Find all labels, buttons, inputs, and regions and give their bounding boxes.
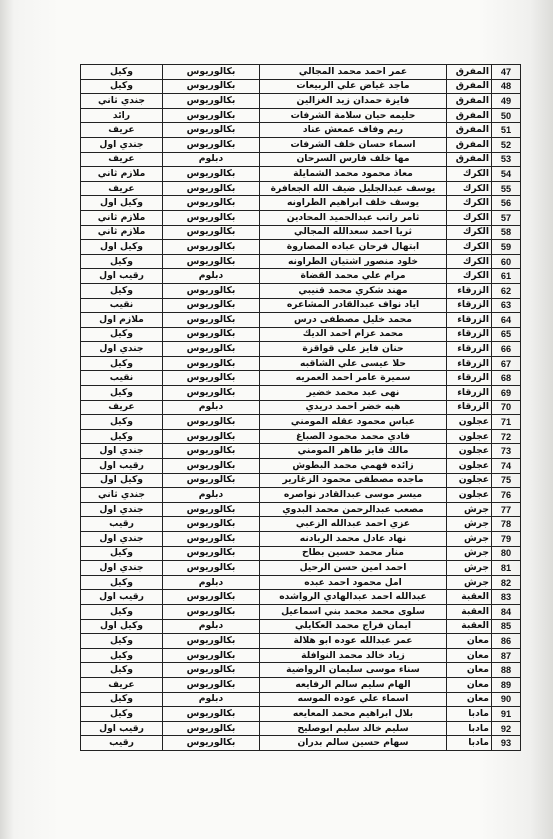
row-number: 79: [492, 532, 521, 547]
qualification-cell: بكالوريوس: [163, 604, 260, 619]
rank-cell: وكيل: [81, 356, 163, 371]
qualification-cell: بكالوريوس: [163, 444, 260, 459]
qualification-cell: بكالوريوس: [163, 386, 260, 401]
rank-cell: وكيل: [81, 604, 163, 619]
rank-cell: جندي ثاني: [81, 488, 163, 503]
table-row: [81, 123, 521, 138]
name-cell: نهى عبد محمد خضير: [260, 386, 447, 401]
qualification-cell: دبلوم: [163, 619, 260, 634]
row-number: 74: [492, 459, 521, 474]
name-cell: سلوى محمد محمد بني اسماعيل: [260, 604, 447, 619]
governorate-cell: الكرك: [447, 225, 492, 240]
governorate-cell: جرش: [447, 561, 492, 576]
governorate-cell: الكرك: [447, 181, 492, 196]
rank-cell: رقيب اول: [81, 459, 163, 474]
table-row: [81, 619, 521, 634]
rank-cell: ملازم ثاني: [81, 210, 163, 225]
rank-cell: رقيب اول: [81, 590, 163, 605]
name-cell: زائده فهمي محمد البطوش: [260, 459, 447, 474]
rank-cell: ملازم ثاني: [81, 167, 163, 182]
table-row: [81, 152, 521, 167]
qualification-cell: بكالوريوس: [163, 634, 260, 649]
qualification-cell: بكالوريوس: [163, 721, 260, 736]
governorate-cell: المفرق: [447, 108, 492, 123]
rank-cell: جندي اول: [81, 532, 163, 547]
rank-cell: جندي اول: [81, 444, 163, 459]
qualification-cell: بكالوريوس: [163, 79, 260, 94]
governorate-cell: الكرك: [447, 269, 492, 284]
name-cell: ريم وفاف عمعش عناد: [260, 123, 447, 138]
name-cell: مصعب عبدالرحمن محمد البدوي: [260, 502, 447, 517]
table-row: [81, 692, 521, 707]
governorate-cell: المفرق: [447, 94, 492, 109]
qualification-cell: دبلوم: [163, 488, 260, 503]
row-number: 58: [492, 225, 521, 240]
qualification-cell: بكالوريوس: [163, 254, 260, 269]
table-row: [81, 210, 521, 225]
name-cell: عزي احمد عبدالله الزعبي: [260, 517, 447, 532]
governorate-cell: المفرق: [447, 123, 492, 138]
governorate-cell: العقبة: [447, 590, 492, 605]
row-number: 89: [492, 677, 521, 692]
row-number: 56: [492, 196, 521, 211]
qualification-cell: بكالوريوس: [163, 473, 260, 488]
name-cell: يوسف خلف ابراهيم الطراونه: [260, 196, 447, 211]
table-row: [81, 488, 521, 503]
governorate-cell: العقبة: [447, 619, 492, 634]
table-row: [81, 79, 521, 94]
rank-cell: رقيب: [81, 736, 163, 751]
qualification-cell: بكالوريوس: [163, 283, 260, 298]
rank-cell: وكيل: [81, 65, 163, 80]
row-number: 62: [492, 283, 521, 298]
governorate-cell: عجلون: [447, 459, 492, 474]
name-cell: ميسر موسى عبدالقادر نواصره: [260, 488, 447, 503]
row-number: 75: [492, 473, 521, 488]
name-cell: عبدالله احمد عبدالهادي الرواشده: [260, 590, 447, 605]
table-row: [81, 502, 521, 517]
qualification-cell: دبلوم: [163, 269, 260, 284]
governorate-cell: الزرقاء: [447, 283, 492, 298]
row-number: 72: [492, 429, 521, 444]
rank-cell: وكيل اول: [81, 473, 163, 488]
table-row: [81, 517, 521, 532]
table-row: [81, 459, 521, 474]
governorate-cell: الزرقاء: [447, 356, 492, 371]
governorate-cell: الكرك: [447, 254, 492, 269]
row-number: 55: [492, 181, 521, 196]
qualification-cell: بكالوريوس: [163, 502, 260, 517]
table-row: [81, 604, 521, 619]
row-number: 54: [492, 167, 521, 182]
governorate-cell: الزرقاء: [447, 313, 492, 328]
qualification-cell: بكالوريوس: [163, 663, 260, 678]
table-row: [81, 283, 521, 298]
row-number: 68: [492, 371, 521, 386]
name-cell: سهام حسين سالم بدران: [260, 736, 447, 751]
qualification-cell: بكالوريوس: [163, 210, 260, 225]
name-cell: هبه خضر احمد دريدي: [260, 400, 447, 415]
rank-cell: وكيل: [81, 575, 163, 590]
name-cell: سناء موسى سليمان الرواضية: [260, 663, 447, 678]
row-number: 88: [492, 663, 521, 678]
table-row: [81, 473, 521, 488]
governorate-cell: جرش: [447, 546, 492, 561]
rank-cell: وكيل: [81, 429, 163, 444]
name-cell: فايزة حمدان زيد الغزالين: [260, 94, 447, 109]
rank-cell: وكيل: [81, 692, 163, 707]
governorate-cell: جرش: [447, 532, 492, 547]
qualification-cell: بكالوريوس: [163, 459, 260, 474]
row-number: 91: [492, 707, 521, 722]
rank-cell: نقيب: [81, 371, 163, 386]
governorate-cell: جرش: [447, 502, 492, 517]
row-number: 73: [492, 444, 521, 459]
rank-cell: وكيل اول: [81, 240, 163, 255]
governorate-cell: الزرقاء: [447, 371, 492, 386]
name-cell: معاذ محمود محمد الشمايلة: [260, 167, 447, 182]
name-cell: اياد نواف عبدالقادر المشاعره: [260, 298, 447, 313]
rank-cell: عريف: [81, 677, 163, 692]
table-row: [81, 648, 521, 663]
table-row: [81, 429, 521, 444]
row-number: 49: [492, 94, 521, 109]
governorate-cell: الزرقاء: [447, 298, 492, 313]
qualification-cell: بكالوريوس: [163, 298, 260, 313]
governorate-cell: الزرقاء: [447, 327, 492, 342]
name-cell: سليم خالد سليم ابوصليح: [260, 721, 447, 736]
table-row: [81, 721, 521, 736]
row-number: 70: [492, 400, 521, 415]
rank-cell: وكيل: [81, 663, 163, 678]
name-cell: اسماء حسان خلف الشرفات: [260, 137, 447, 152]
qualification-cell: بكالوريوس: [163, 65, 260, 80]
qualification-cell: بكالوريوس: [163, 415, 260, 430]
governorate-cell: الكرك: [447, 240, 492, 255]
row-number: 92: [492, 721, 521, 736]
name-cell: مرام علي محمد القضاة: [260, 269, 447, 284]
governorate-cell: الكرك: [447, 167, 492, 182]
governorate-cell: عجلون: [447, 444, 492, 459]
table-row: [81, 313, 521, 328]
qualification-cell: بكالوريوس: [163, 648, 260, 663]
table-row: [81, 181, 521, 196]
rank-cell: رقيب: [81, 517, 163, 532]
qualification-cell: بكالوريوس: [163, 196, 260, 211]
rank-cell: نقيب: [81, 298, 163, 313]
row-number: 52: [492, 137, 521, 152]
qualification-cell: بكالوريوس: [163, 342, 260, 357]
name-cell: مالك فايز طاهر المومني: [260, 444, 447, 459]
row-number: 57: [492, 210, 521, 225]
governorate-cell: الزرقاء: [447, 342, 492, 357]
table-row: [81, 736, 521, 751]
table-row: [81, 327, 521, 342]
table-row: [81, 167, 521, 182]
rank-cell: عريف: [81, 400, 163, 415]
name-cell: سميرة عامر احمد العمريه: [260, 371, 447, 386]
rank-cell: وكيل اول: [81, 196, 163, 211]
name-cell: بلال ابراهيم محمد المعايعه: [260, 707, 447, 722]
name-cell: زياد خالد محمد النوافلة: [260, 648, 447, 663]
name-cell: الهام سليم سالم الرفايعه: [260, 677, 447, 692]
rank-cell: جندي اول: [81, 137, 163, 152]
table-row: [81, 108, 521, 123]
rank-cell: رائد: [81, 108, 163, 123]
rank-cell: وكيل: [81, 79, 163, 94]
table-row: [81, 137, 521, 152]
qualification-cell: دبلوم: [163, 400, 260, 415]
row-number: 50: [492, 108, 521, 123]
rank-cell: رقيب اول: [81, 721, 163, 736]
qualification-cell: بكالوريوس: [163, 167, 260, 182]
rank-cell: عريف: [81, 152, 163, 167]
rank-cell: جندي ثاني: [81, 94, 163, 109]
row-number: 86: [492, 634, 521, 649]
row-number: 77: [492, 502, 521, 517]
row-number: 63: [492, 298, 521, 313]
table-row: [81, 196, 521, 211]
qualification-cell: بكالوريوس: [163, 327, 260, 342]
name-cell: ابتهال فرحان عباده المصاروة: [260, 240, 447, 255]
name-cell: ماجد غياض علي الربيعات: [260, 79, 447, 94]
governorate-cell: مادبا: [447, 721, 492, 736]
governorate-cell: مادبا: [447, 707, 492, 722]
roster-table-body: [81, 65, 521, 751]
row-number: 61: [492, 269, 521, 284]
rank-cell: وكيل: [81, 327, 163, 342]
governorate-cell: معان: [447, 663, 492, 678]
row-number: 78: [492, 517, 521, 532]
row-number: 48: [492, 79, 521, 94]
rank-cell: وكيل: [81, 648, 163, 663]
qualification-cell: بكالوريوس: [163, 94, 260, 109]
qualification-cell: بكالوريوس: [163, 137, 260, 152]
governorate-cell: الكرك: [447, 210, 492, 225]
rank-cell: عريف: [81, 181, 163, 196]
name-cell: نهاد عادل محمد الربادنه: [260, 532, 447, 547]
table-row: [81, 444, 521, 459]
row-number: 64: [492, 313, 521, 328]
rank-cell: وكيل: [81, 634, 163, 649]
governorate-cell: المفرق: [447, 65, 492, 80]
name-cell: امل محمود احمد عبده: [260, 575, 447, 590]
rank-cell: وكيل: [81, 415, 163, 430]
row-number: 66: [492, 342, 521, 357]
table-row: [81, 240, 521, 255]
rank-cell: وكيل: [81, 386, 163, 401]
governorate-cell: المفرق: [447, 152, 492, 167]
governorate-cell: معان: [447, 692, 492, 707]
name-cell: خلود منصور اشتيان الطراونه: [260, 254, 447, 269]
rank-cell: وكيل: [81, 546, 163, 561]
table-row: [81, 400, 521, 415]
governorate-cell: عجلون: [447, 429, 492, 444]
name-cell: حنان فايز علي قواقزة: [260, 342, 447, 357]
governorate-cell: العقبة: [447, 604, 492, 619]
name-cell: اسماء علي عوده الموسه: [260, 692, 447, 707]
name-cell: عباس محمود عقله المومني: [260, 415, 447, 430]
row-number: 71: [492, 415, 521, 430]
table-row: [81, 254, 521, 269]
row-number: 69: [492, 386, 521, 401]
name-cell: محمد خليل مصطفى درس: [260, 313, 447, 328]
qualification-cell: بكالوريوس: [163, 707, 260, 722]
qualification-cell: بكالوريوس: [163, 108, 260, 123]
qualification-cell: بكالوريوس: [163, 225, 260, 240]
governorate-cell: عجلون: [447, 473, 492, 488]
qualification-cell: بكالوريوس: [163, 371, 260, 386]
row-number: 81: [492, 561, 521, 576]
qualification-cell: بكالوريوس: [163, 736, 260, 751]
table-row: [81, 371, 521, 386]
table-row: [81, 298, 521, 313]
qualification-cell: بكالوريوس: [163, 181, 260, 196]
name-cell: مها خلف فارس السرحان: [260, 152, 447, 167]
name-cell: حليمه حيان سلامة الشرفات: [260, 108, 447, 123]
rank-cell: وكيل: [81, 254, 163, 269]
governorate-cell: الزرقاء: [447, 386, 492, 401]
row-number: 47: [492, 65, 521, 80]
table-row: [81, 356, 521, 371]
governorate-cell: معان: [447, 648, 492, 663]
row-number: 84: [492, 604, 521, 619]
name-cell: ثامر راتب عبدالحميد المحادين: [260, 210, 447, 225]
name-cell: احمد امين حسن الرحيل: [260, 561, 447, 576]
governorate-cell: جرش: [447, 517, 492, 532]
name-cell: منار محمد حسين بطاح: [260, 546, 447, 561]
table-row: [81, 532, 521, 547]
table-row: [81, 561, 521, 576]
table-row: [81, 575, 521, 590]
governorate-cell: عجلون: [447, 488, 492, 503]
governorate-cell: معان: [447, 677, 492, 692]
table-row: [81, 65, 521, 80]
row-number: 65: [492, 327, 521, 342]
table-row: [81, 707, 521, 722]
name-cell: محمد عزام احمد الديك: [260, 327, 447, 342]
name-cell: يوسف عبدالجليل ضيف الله الجعافرة: [260, 181, 447, 196]
row-number: 83: [492, 590, 521, 605]
row-number: 51: [492, 123, 521, 138]
rank-cell: ملازم اول: [81, 313, 163, 328]
qualification-cell: بكالوريوس: [163, 123, 260, 138]
table-row: [81, 663, 521, 678]
row-number: 80: [492, 546, 521, 561]
name-cell: ايمان فراج محمد العكايلي: [260, 619, 447, 634]
rank-cell: رقيب اول: [81, 269, 163, 284]
table-row: [81, 225, 521, 240]
rank-cell: ملازم ثاني: [81, 225, 163, 240]
name-cell: حلا عيسى علي الشاقبه: [260, 356, 447, 371]
qualification-cell: بكالوريوس: [163, 677, 260, 692]
rank-cell: جندي اول: [81, 502, 163, 517]
rank-cell: وكيل: [81, 707, 163, 722]
row-number: 53: [492, 152, 521, 167]
name-cell: ماجده مصطفى محمود الزغارير: [260, 473, 447, 488]
table-row: [81, 269, 521, 284]
table-row: [81, 386, 521, 401]
roster-table: [80, 64, 521, 751]
name-cell: عمر احمد محمد المجالي: [260, 65, 447, 80]
qualification-cell: بكالوريوس: [163, 313, 260, 328]
table-row: [81, 342, 521, 357]
row-number: 93: [492, 736, 521, 751]
name-cell: ثريا احمد سعدالله المجالي: [260, 225, 447, 240]
table-row: [81, 677, 521, 692]
qualification-cell: بكالوريوس: [163, 561, 260, 576]
qualification-cell: بكالوريوس: [163, 590, 260, 605]
qualification-cell: بكالوريوس: [163, 546, 260, 561]
governorate-cell: جرش: [447, 575, 492, 590]
table-row: [81, 94, 521, 109]
table-row: [81, 590, 521, 605]
row-number: 87: [492, 648, 521, 663]
rank-cell: جندي اول: [81, 561, 163, 576]
governorate-cell: عجلون: [447, 415, 492, 430]
qualification-cell: بكالوريوس: [163, 356, 260, 371]
rank-cell: جندي اول: [81, 342, 163, 357]
name-cell: مهند شكري محمد قنيبي: [260, 283, 447, 298]
row-number: 76: [492, 488, 521, 503]
table-row: [81, 415, 521, 430]
qualification-cell: دبلوم: [163, 692, 260, 707]
qualification-cell: دبلوم: [163, 152, 260, 167]
governorate-cell: مادبا: [447, 736, 492, 751]
governorate-cell: الكرك: [447, 196, 492, 211]
qualification-cell: بكالوريوس: [163, 429, 260, 444]
row-number: 82: [492, 575, 521, 590]
table-row: [81, 634, 521, 649]
qualification-cell: دبلوم: [163, 575, 260, 590]
qualification-cell: بكالوريوس: [163, 240, 260, 255]
row-number: 59: [492, 240, 521, 255]
row-number: 90: [492, 692, 521, 707]
rank-cell: وكيل اول: [81, 619, 163, 634]
row-number: 60: [492, 254, 521, 269]
rank-cell: وكيل: [81, 283, 163, 298]
governorate-cell: المفرق: [447, 79, 492, 94]
name-cell: فادي محمد محمود الصباغ: [260, 429, 447, 444]
qualification-cell: بكالوريوس: [163, 517, 260, 532]
name-cell: عمر عبدالله عوده ابو هلالة: [260, 634, 447, 649]
table-row: [81, 546, 521, 561]
row-number: 85: [492, 619, 521, 634]
rank-cell: عريف: [81, 123, 163, 138]
governorate-cell: الزرقاء: [447, 400, 492, 415]
governorate-cell: معان: [447, 634, 492, 649]
qualification-cell: بكالوريوس: [163, 532, 260, 547]
row-number: 67: [492, 356, 521, 371]
governorate-cell: المفرق: [447, 137, 492, 152]
